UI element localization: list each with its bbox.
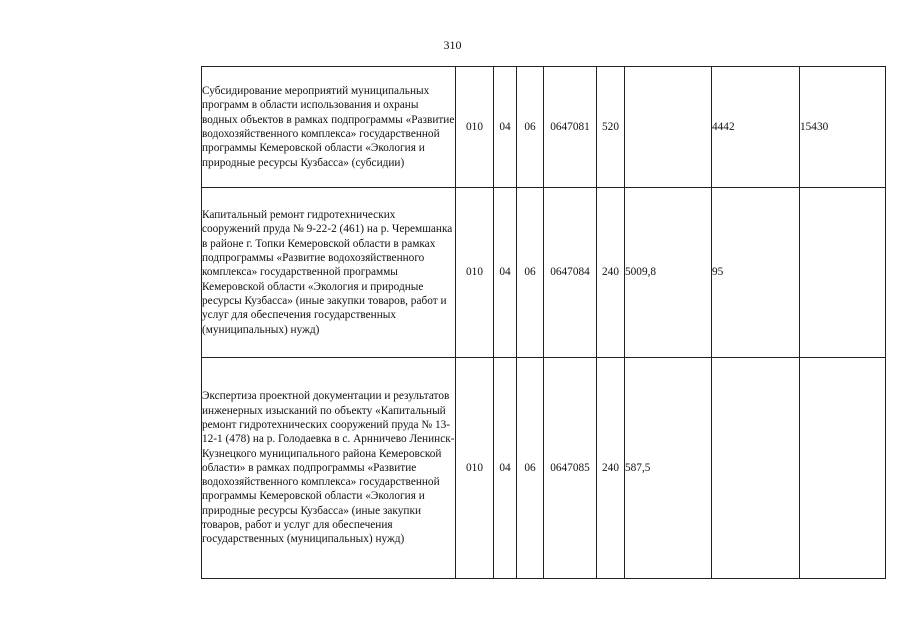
expense-type-code: 240 [597, 188, 625, 358]
target-article-code: 0647085 [544, 358, 597, 579]
target-article-code: 0647084 [544, 188, 597, 358]
amount-year-1 [625, 67, 712, 188]
table-row [202, 358, 886, 579]
budget-table [201, 66, 886, 579]
row-description: Капитальный ремонт гидротехнических сооружений пруда № 9-22-2 (461) на р. Черемшанка в районе г. Топки Кемеровской области в рамках подпрограммы «Развитие водохозяйственного комплекса» государственной программы Кемеровской области «Экология и природные ресурсы Кузбасса» (иные закупки товаров, работ и услуг для обеспечения государственных (муниципальных) нужд) [202, 188, 456, 358]
ministry-code: 010 [456, 188, 494, 358]
amount-year-3: 15430 [800, 67, 886, 188]
expense-type-code: 520 [597, 67, 625, 188]
amount-year-2: 4442 [712, 67, 800, 188]
section-code: 04 [494, 188, 517, 358]
expense-type-code: 240 [597, 358, 625, 579]
table-row [202, 67, 886, 188]
amount-year-1: 5009,8 [625, 188, 712, 358]
row-description: Субсидирование мероприятий муниципальных программ в области использования и охраны водных объектов в рамках подпрограммы «Развитие водохозяйственного комплекса» государственной программы Кемеровской области «Экология и природные ресурсы Кузбасса» (субсидии) [202, 67, 456, 188]
subsection-code: 06 [517, 358, 544, 579]
amount-year-3 [800, 188, 886, 358]
ministry-code: 010 [456, 67, 494, 188]
row-description: Экспертиза проектной документации и результатов инженерных изысканий по объекту «Капитальный ремонт гидротехнических сооружений пруда № 13-12-1 (478) на р. Голодаевка в с. Арнничево Ленинск-Кузнецкого муниципального района Кемеровской области» в рамках подпрограммы «Развитие водохозяйственного комплекса» государственной программы Кемеровской области «Экология и природные ресурсы Кузбасса» (иные закупки товаров, работ и услуг для обеспечения государственных (муниципальных) нужд) [202, 358, 456, 579]
subsection-code: 06 [517, 67, 544, 188]
amount-year-2: 95 [712, 188, 800, 358]
amount-year-1: 587,5 [625, 358, 712, 579]
ministry-code: 010 [456, 358, 494, 579]
section-code: 04 [494, 67, 517, 188]
table-row [202, 188, 886, 358]
page-number: 310 [443, 38, 462, 52]
section-code: 04 [494, 358, 517, 579]
subsection-code: 06 [517, 188, 544, 358]
amount-year-3 [800, 358, 886, 579]
amount-year-2 [712, 358, 800, 579]
target-article-code: 0647081 [544, 67, 597, 188]
